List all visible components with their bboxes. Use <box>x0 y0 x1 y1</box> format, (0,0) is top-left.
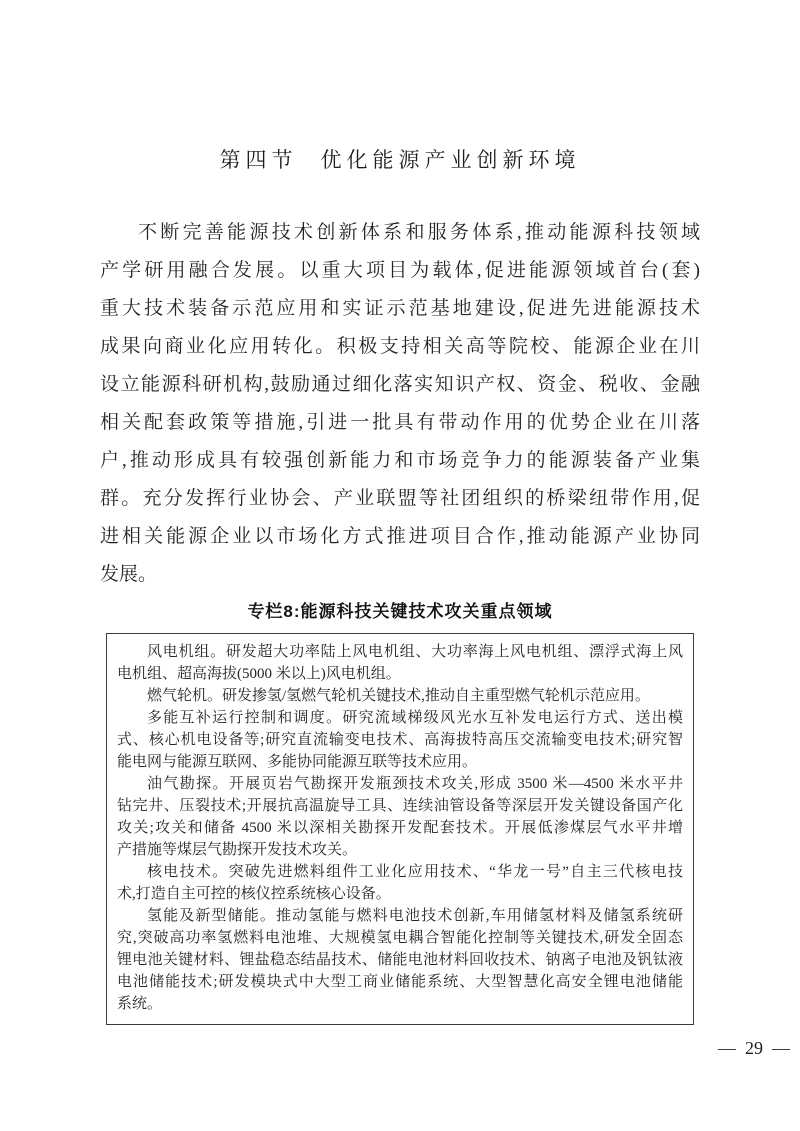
section-heading: 优化能源产业创新环境 <box>320 148 581 172</box>
panel-paragraph <box>117 861 683 905</box>
text-line: 户,推动形成具有较强创新能力和市场竞争力的能源装备产业集 <box>100 450 700 471</box>
text-line: 式、核心机电设备等;研究直流输变电技术、高海拔特高压交流输变电技术;研究智 <box>117 732 683 748</box>
page-number-dash-right: — <box>772 1038 790 1058</box>
text-line: 产学研用融合发展。以重大项目为载体,促进能源领域首台(套) <box>100 260 700 281</box>
text-line: 电池储能技术;研发模块式中大型工商业储能系统、大型智慧化高安全锂电池储能 <box>117 974 683 990</box>
page-number-value: 29 <box>745 1038 763 1058</box>
page-number-dash-left: — <box>718 1038 736 1058</box>
panel-paragraph <box>117 773 683 861</box>
panel-title: 专栏8:能源科技关键技术攻关重点领域 <box>247 602 553 621</box>
text-line: 油气勘探。开展页岩气勘探开发瓶颈技术攻关,形成 3500 米—4500 米水平井 <box>147 776 683 792</box>
text-line: 发展。 <box>100 564 158 585</box>
panel-box <box>106 633 694 1025</box>
text-line: 风电机组。研发超大功率陆上风电机组、大功率海上风电机组、漂浮式海上风 <box>147 644 683 660</box>
section-number: 第四节 <box>219 148 298 172</box>
text-line: 攻关;攻关和储备 4500 米以深相关勘探开发配套技术。开展低渗煤层气水平井增 <box>117 820 683 836</box>
text-line: 能电网与能源互联网、多能协同能源互联等技术应用。 <box>117 754 478 770</box>
text-line: 相关配套政策等措施,引进一批具有带动作用的优势企业在川落 <box>100 412 700 433</box>
panel-paragraph <box>117 905 683 1015</box>
text-line: 重大技术装备示范应用和实证示范基地建设,促进先进能源技术 <box>100 298 700 319</box>
text-line: 电机组、超高海拔(5000 米以上)风电机组。 <box>117 666 401 682</box>
text-line: 核电技术。突破先进燃料组件工业化应用技术、“华龙一号”自主三代核电技 <box>147 864 683 880</box>
text-line: 群。充分发挥行业协会、产业联盟等社团组织的桥梁纽带作用,促 <box>100 488 700 509</box>
panel-paragraph <box>117 707 683 773</box>
text-line: 究,突破高功率氢燃料电池堆、大规模氢电耦合智能化控制等关键技术,研发全固态 <box>117 930 683 946</box>
section-title <box>100 0 700 174</box>
page-content <box>100 0 790 1060</box>
text-line: 系统。 <box>117 996 163 1012</box>
text-line: 不断完善能源技术创新体系和服务体系,推动能源科技领域 <box>138 222 700 243</box>
text-line: 产措施等煤层气勘探开发技术攻关。 <box>117 842 358 858</box>
text-line: 多能互补运行控制和调度。研究流域梯级风光水互补发电运行方式、送出模 <box>147 710 683 726</box>
text-line: 术,打造自主可控的核仪控系统核心设备。 <box>117 886 391 902</box>
text-line: 进相关能源企业以市场化方式推进项目合作,推动能源产业协同 <box>100 526 700 547</box>
text-line: 燃气轮机。研发掺氢/氢燃气轮机关键技术,推动自主重型燃气轮机示范应用。 <box>147 688 650 704</box>
panel-paragraph <box>117 641 683 685</box>
text-line: 钻完井、压裂技术;开展抗高温旋导工具、连续油管设备等深层开发关键设备国产化 <box>117 798 683 814</box>
text-line: 锂电池关键材料、锂盐稳态结晶技术、储能电池材料回收技术、钠离子电池及钒钛液 <box>117 952 683 968</box>
body-paragraph <box>100 214 700 594</box>
text-line: 设立能源科研机构,鼓励通过细化落实知识产权、资金、税收、金融 <box>100 374 700 395</box>
text-line: 成果向商业化应用转化。积极支持相关高等院校、能源企业在川 <box>100 336 700 357</box>
text-line: 氢能及新型储能。推动氢能与燃料电池技术创新,车用储氢材料及储氢系统研 <box>147 908 683 924</box>
panel-paragraph <box>117 685 683 707</box>
page-number <box>100 1036 790 1060</box>
